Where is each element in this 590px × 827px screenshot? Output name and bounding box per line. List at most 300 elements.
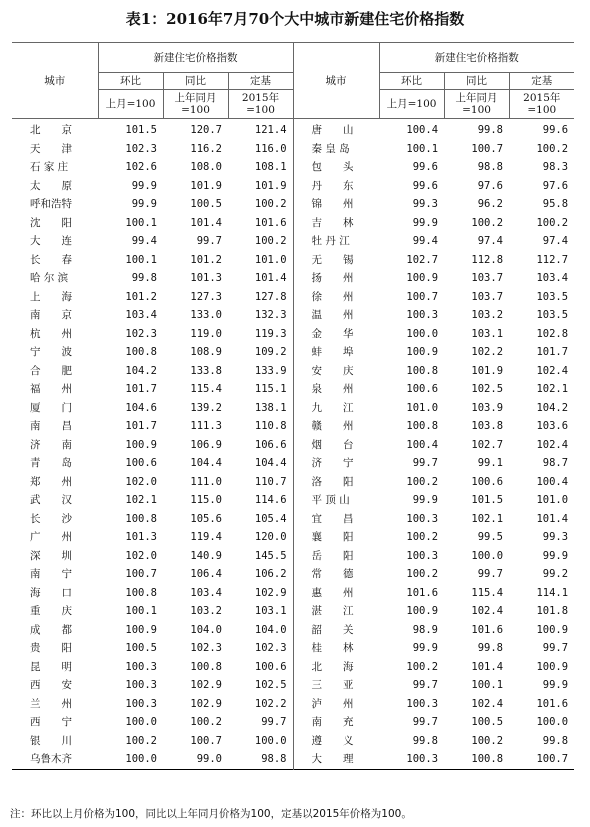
table-row bbox=[12, 325, 574, 344]
left-fixed-cell: 103.1 bbox=[254, 605, 287, 617]
right-mom-cell: 100.9 bbox=[406, 605, 439, 617]
table-row bbox=[12, 695, 574, 714]
table-row bbox=[12, 473, 574, 492]
left-mom-cell: 100.7 bbox=[125, 568, 157, 580]
right-yoy-cell: 100.7 bbox=[471, 142, 504, 155]
left-city-cell: 沈 阳 bbox=[30, 216, 72, 229]
right-yoy-cell: 100.2 bbox=[471, 216, 504, 229]
table-row bbox=[12, 436, 574, 455]
left-mom-cell: 101.2 bbox=[125, 290, 157, 303]
fixed-header-left: 定基 bbox=[228, 73, 293, 90]
right-yoy-cell: 98.8 bbox=[477, 161, 504, 173]
right-mom-cell: 100.9 bbox=[406, 346, 439, 358]
left-fixed-cell: 110.7 bbox=[254, 475, 287, 488]
right-city-cell: 岳 阳 bbox=[293, 547, 379, 566]
index-group-header-right: 新建住宅价格指数 bbox=[379, 43, 574, 73]
left-yoy-cell: 100.2 bbox=[190, 716, 222, 728]
left-mom-cell: 100.1 bbox=[125, 605, 157, 617]
left-city-cell: 呼和浩特 bbox=[30, 198, 72, 210]
right-fixed-cell: 100.7 bbox=[536, 753, 569, 765]
left-city-cell: 石 家 庄 bbox=[30, 161, 69, 173]
right-mom-cell: 99.9 bbox=[412, 494, 439, 506]
right-fixed-cell: 101.0 bbox=[536, 494, 569, 506]
right-fixed-cell: 99.2 bbox=[542, 568, 569, 580]
right-city-cell: 三 亚 bbox=[293, 676, 379, 695]
city-header-left: 城市 bbox=[12, 43, 98, 119]
left-fixed-cell: 106.2 bbox=[254, 568, 287, 580]
right-mom-cell: 99.4 bbox=[412, 235, 439, 247]
left-yoy-cell: 111.3 bbox=[190, 420, 222, 432]
right-mom-cell: 102.7 bbox=[406, 253, 439, 266]
right-fixed-cell: 103.5 bbox=[536, 290, 569, 303]
table-row bbox=[12, 584, 574, 603]
left-fixed-cell: 106.6 bbox=[254, 438, 287, 451]
yoy-base-right: 上年同月=100 bbox=[444, 90, 509, 119]
right-fixed-cell: 104.2 bbox=[536, 401, 569, 414]
table-row bbox=[12, 158, 574, 177]
left-city-cell: 青 岛 bbox=[30, 457, 72, 469]
left-mom-cell: 100.9 bbox=[125, 438, 157, 451]
left-mom-cell: 102.0 bbox=[125, 549, 157, 562]
right-yoy-cell: 102.4 bbox=[471, 697, 504, 710]
right-city-cell: 丹 东 bbox=[293, 177, 379, 196]
left-city-cell: 南 京 bbox=[30, 309, 72, 321]
left-yoy-cell: 100.8 bbox=[190, 660, 222, 673]
table-row bbox=[12, 343, 574, 362]
left-mom-cell: 104.2 bbox=[125, 364, 157, 377]
left-fixed-cell: 100.6 bbox=[254, 660, 287, 673]
left-mom-cell: 99.4 bbox=[131, 235, 157, 247]
right-mom-cell: 100.6 bbox=[406, 383, 439, 395]
left-city-cell: 贵 阳 bbox=[30, 642, 72, 654]
table-row bbox=[12, 491, 574, 510]
right-fixed-cell: 95.8 bbox=[542, 198, 569, 210]
left-yoy-cell: 108.0 bbox=[190, 161, 222, 173]
right-city-cell: 北 海 bbox=[293, 658, 379, 677]
right-fixed-cell: 114.1 bbox=[536, 586, 569, 599]
right-yoy-cell: 99.8 bbox=[477, 124, 504, 136]
yoy-base-left: 上年同月=100 bbox=[163, 90, 228, 119]
right-yoy-cell: 103.2 bbox=[471, 309, 504, 321]
right-mom-cell: 100.2 bbox=[406, 660, 439, 673]
right-yoy-cell: 102.7 bbox=[471, 438, 504, 451]
left-fixed-cell: 104.0 bbox=[254, 623, 287, 636]
right-fixed-cell: 101.4 bbox=[536, 512, 569, 525]
left-yoy-cell: 133.0 bbox=[190, 309, 222, 321]
right-yoy-cell: 100.6 bbox=[471, 475, 504, 488]
table-row bbox=[12, 177, 574, 196]
right-city-cell: 赣 州 bbox=[293, 417, 379, 436]
right-city-cell: 泸 州 bbox=[293, 695, 379, 714]
left-fixed-cell: 108.1 bbox=[254, 161, 287, 173]
right-city-cell: 安 庆 bbox=[293, 362, 379, 381]
left-fixed-cell: 101.0 bbox=[254, 253, 287, 266]
left-yoy-cell: 101.2 bbox=[190, 253, 222, 266]
left-mom-cell: 102.1 bbox=[125, 494, 157, 506]
right-city-cell: 无 锡 bbox=[293, 251, 379, 270]
right-yoy-cell: 101.4 bbox=[471, 660, 504, 673]
left-yoy-cell: 139.2 bbox=[190, 401, 222, 414]
footnote: 注：环比以上月价格为100，同比以上年同月价格为100，定基以2015年价格为100。 bbox=[10, 808, 412, 820]
right-yoy-cell: 100.1 bbox=[471, 679, 504, 691]
right-mom-cell: 100.8 bbox=[406, 364, 439, 377]
right-mom-cell: 100.2 bbox=[406, 531, 439, 543]
right-yoy-cell: 96.2 bbox=[477, 198, 504, 210]
left-city-cell: 郑 州 bbox=[30, 475, 72, 488]
right-yoy-cell: 102.5 bbox=[471, 383, 504, 395]
right-city-cell: 唐 山 bbox=[293, 119, 379, 140]
right-yoy-cell: 100.0 bbox=[471, 549, 504, 562]
right-fixed-cell: 102.4 bbox=[536, 364, 569, 377]
right-mom-cell: 99.6 bbox=[412, 179, 439, 192]
right-fixed-cell: 99.7 bbox=[542, 642, 569, 654]
left-mom-cell: 100.6 bbox=[125, 457, 157, 469]
left-yoy-cell: 127.3 bbox=[190, 290, 222, 303]
right-city-cell: 遵 义 bbox=[293, 732, 379, 751]
left-fixed-cell: 138.1 bbox=[254, 401, 287, 414]
left-yoy-cell: 104.0 bbox=[190, 623, 222, 636]
right-fixed-cell: 99.8 bbox=[542, 734, 569, 747]
right-yoy-cell: 97.4 bbox=[477, 235, 504, 247]
right-fixed-cell: 99.3 bbox=[542, 531, 569, 543]
left-yoy-cell: 120.7 bbox=[190, 124, 222, 136]
left-city-cell: 长 春 bbox=[30, 253, 72, 266]
right-fixed-cell: 100.0 bbox=[536, 716, 569, 728]
table-row bbox=[12, 119, 574, 140]
left-fixed-cell: 98.8 bbox=[261, 753, 287, 765]
right-yoy-cell: 103.7 bbox=[471, 290, 504, 303]
right-yoy-cell: 99.5 bbox=[477, 531, 504, 543]
right-mom-cell: 99.7 bbox=[412, 457, 439, 469]
fixed-base-left: 2015年=100 bbox=[228, 90, 293, 119]
right-mom-cell: 100.3 bbox=[406, 753, 439, 765]
left-yoy-cell: 115.4 bbox=[190, 383, 222, 395]
left-city-cell: 乌鲁木齐 bbox=[30, 753, 72, 765]
left-mom-cell: 101.5 bbox=[125, 124, 157, 136]
left-yoy-cell: 102.3 bbox=[190, 642, 222, 654]
right-city-cell: 大 理 bbox=[293, 750, 379, 769]
right-city-cell: 韶 关 bbox=[293, 621, 379, 640]
left-fixed-cell: 115.1 bbox=[254, 383, 287, 395]
right-mom-cell: 99.7 bbox=[412, 679, 439, 691]
right-yoy-cell: 102.1 bbox=[471, 512, 504, 525]
left-fixed-cell: 145.5 bbox=[254, 549, 287, 562]
left-fixed-cell: 121.4 bbox=[254, 124, 287, 136]
left-mom-cell: 101.7 bbox=[125, 420, 157, 432]
right-city-cell: 温 州 bbox=[293, 306, 379, 325]
table-row bbox=[12, 417, 574, 436]
right-fixed-cell: 98.7 bbox=[542, 457, 569, 469]
left-yoy-cell: 119.0 bbox=[190, 327, 222, 340]
left-city-cell: 北 京 bbox=[30, 124, 72, 136]
right-city-cell: 牡 丹 江 bbox=[293, 232, 379, 251]
right-mom-cell: 99.9 bbox=[412, 216, 439, 229]
left-fixed-cell: 101.4 bbox=[254, 272, 287, 284]
right-mom-cell: 100.0 bbox=[406, 327, 439, 340]
right-city-cell: 常 德 bbox=[293, 565, 379, 584]
left-fixed-cell: 99.7 bbox=[261, 716, 287, 728]
left-city-cell: 宁 波 bbox=[30, 346, 72, 358]
left-yoy-cell: 111.0 bbox=[190, 475, 222, 488]
right-city-cell: 惠 州 bbox=[293, 584, 379, 603]
table-row bbox=[12, 195, 574, 214]
table-title: 表1：2016年7月70个大中城市新建住宅价格指数 bbox=[125, 10, 465, 28]
right-fixed-cell: 102.4 bbox=[536, 438, 569, 451]
right-mom-cell: 99.9 bbox=[412, 642, 439, 654]
table-row bbox=[12, 288, 574, 307]
left-mom-cell: 99.9 bbox=[131, 179, 157, 192]
left-city-cell: 成 都 bbox=[30, 623, 72, 636]
table-row bbox=[12, 306, 574, 325]
right-yoy-cell: 99.7 bbox=[477, 568, 504, 580]
table-row bbox=[12, 510, 574, 529]
right-fixed-cell: 101.8 bbox=[536, 605, 569, 617]
left-mom-cell: 99.9 bbox=[131, 198, 157, 210]
right-fixed-cell: 102.1 bbox=[536, 383, 569, 395]
mom-header-right: 环比 bbox=[379, 73, 444, 90]
left-mom-cell: 102.0 bbox=[125, 475, 157, 488]
left-mom-cell: 102.3 bbox=[125, 142, 157, 155]
left-yoy-cell: 99.7 bbox=[196, 235, 222, 247]
left-fixed-cell: 102.5 bbox=[254, 679, 287, 691]
left-city-cell: 太 原 bbox=[30, 179, 72, 192]
left-mom-cell: 100.3 bbox=[125, 697, 157, 710]
left-fixed-cell: 100.2 bbox=[254, 235, 287, 247]
left-fixed-cell: 105.4 bbox=[254, 512, 287, 525]
right-yoy-cell: 102.2 bbox=[471, 346, 504, 358]
right-yoy-cell: 112.8 bbox=[471, 253, 504, 266]
price-index-table bbox=[12, 42, 574, 770]
left-fixed-cell: 104.4 bbox=[254, 457, 287, 469]
table-row bbox=[12, 565, 574, 584]
left-mom-cell: 104.6 bbox=[125, 401, 157, 414]
mom-header-left: 环比 bbox=[98, 73, 163, 90]
right-yoy-cell: 101.9 bbox=[471, 364, 504, 377]
right-city-cell: 济 宁 bbox=[293, 454, 379, 473]
left-fixed-cell: 127.8 bbox=[254, 290, 287, 303]
right-fixed-cell: 100.9 bbox=[536, 660, 569, 673]
left-fixed-cell: 102.2 bbox=[254, 697, 287, 710]
table-row bbox=[12, 232, 574, 251]
right-mom-cell: 100.9 bbox=[406, 272, 439, 284]
right-city-cell: 宜 昌 bbox=[293, 510, 379, 529]
yoy-header-left: 同比 bbox=[163, 73, 228, 90]
left-city-cell: 海 口 bbox=[30, 586, 72, 599]
right-yoy-cell: 103.9 bbox=[471, 401, 504, 414]
table-row bbox=[12, 380, 574, 399]
right-fixed-cell: 103.5 bbox=[536, 309, 569, 321]
right-mom-cell: 100.3 bbox=[406, 697, 439, 710]
right-city-cell: 平 顶 山 bbox=[293, 491, 379, 510]
left-city-cell: 昆 明 bbox=[30, 660, 72, 673]
left-city-cell: 兰 州 bbox=[30, 697, 72, 710]
left-city-cell: 深 圳 bbox=[30, 549, 72, 562]
right-city-cell: 洛 阳 bbox=[293, 473, 379, 492]
left-fixed-cell: 100.0 bbox=[254, 734, 287, 747]
table-row bbox=[12, 547, 574, 566]
mom-base-right: 上月=100 bbox=[379, 90, 444, 119]
right-fixed-cell: 103.6 bbox=[536, 420, 569, 432]
right-fixed-cell: 97.6 bbox=[542, 179, 569, 192]
left-mom-cell: 99.8 bbox=[131, 272, 157, 284]
left-city-cell: 上 海 bbox=[30, 290, 72, 303]
index-group-header-left: 新建住宅价格指数 bbox=[98, 43, 293, 73]
left-yoy-cell: 104.4 bbox=[190, 457, 222, 469]
left-city-cell: 南 宁 bbox=[30, 568, 72, 580]
left-city-cell: 杭 州 bbox=[30, 327, 72, 340]
left-fixed-cell: 109.2 bbox=[254, 346, 287, 358]
left-yoy-cell: 100.7 bbox=[190, 734, 222, 747]
right-city-cell: 扬 州 bbox=[293, 269, 379, 288]
left-city-cell: 福 州 bbox=[30, 383, 72, 395]
right-mom-cell: 100.1 bbox=[406, 142, 439, 155]
left-mom-cell: 100.1 bbox=[125, 216, 157, 229]
right-fixed-cell: 112.7 bbox=[536, 253, 569, 266]
right-yoy-cell: 103.8 bbox=[471, 420, 504, 432]
left-city-cell: 武 汉 bbox=[30, 494, 72, 506]
left-city-cell: 大 连 bbox=[30, 235, 72, 247]
right-city-cell: 蚌 埠 bbox=[293, 343, 379, 362]
right-fixed-cell: 101.7 bbox=[536, 346, 569, 358]
right-city-cell: 包 头 bbox=[293, 158, 379, 177]
right-fixed-cell: 98.3 bbox=[542, 161, 569, 173]
left-yoy-cell: 106.4 bbox=[190, 568, 222, 580]
right-fixed-cell: 97.4 bbox=[542, 235, 569, 247]
left-city-cell: 西 宁 bbox=[30, 716, 72, 728]
left-city-cell: 长 沙 bbox=[30, 512, 72, 525]
right-city-cell: 南 充 bbox=[293, 713, 379, 732]
left-yoy-cell: 140.9 bbox=[190, 549, 222, 562]
right-fixed-cell: 99.6 bbox=[542, 124, 569, 136]
table-body bbox=[12, 119, 574, 770]
right-yoy-cell: 100.5 bbox=[471, 716, 504, 728]
right-fixed-cell: 99.9 bbox=[542, 679, 569, 691]
right-fixed-cell: 99.9 bbox=[542, 549, 569, 562]
right-mom-cell: 100.2 bbox=[406, 568, 439, 580]
left-fixed-cell: 119.3 bbox=[254, 327, 287, 340]
left-mom-cell: 100.8 bbox=[125, 586, 157, 599]
right-mom-cell: 101.0 bbox=[406, 401, 439, 414]
left-fixed-cell: 120.0 bbox=[254, 531, 287, 543]
right-yoy-cell: 103.7 bbox=[471, 272, 504, 284]
left-mom-cell: 100.3 bbox=[125, 679, 157, 691]
left-mom-cell: 100.9 bbox=[125, 623, 157, 636]
right-city-cell: 锦 州 bbox=[293, 195, 379, 214]
left-city-cell: 哈 尔 滨 bbox=[30, 272, 69, 284]
left-mom-cell: 100.5 bbox=[125, 642, 157, 654]
right-fixed-cell: 103.4 bbox=[536, 272, 569, 284]
left-mom-cell: 100.0 bbox=[125, 753, 157, 765]
right-mom-cell: 100.4 bbox=[406, 124, 439, 136]
right-city-cell: 泉 州 bbox=[293, 380, 379, 399]
right-city-cell: 金 华 bbox=[293, 325, 379, 344]
left-yoy-cell: 103.2 bbox=[190, 605, 222, 617]
table-row bbox=[12, 621, 574, 640]
table-row bbox=[12, 713, 574, 732]
left-city-cell: 重 庆 bbox=[30, 605, 72, 617]
right-city-cell: 襄 阳 bbox=[293, 528, 379, 547]
right-mom-cell: 99.6 bbox=[412, 161, 439, 173]
left-yoy-cell: 115.0 bbox=[190, 494, 222, 506]
left-fixed-cell: 116.0 bbox=[254, 142, 287, 155]
right-yoy-cell: 100.8 bbox=[471, 753, 504, 765]
left-city-cell: 南 昌 bbox=[30, 420, 72, 432]
right-city-cell: 吉 林 bbox=[293, 214, 379, 233]
left-mom-cell: 100.3 bbox=[125, 660, 157, 673]
left-yoy-cell: 106.9 bbox=[190, 438, 222, 451]
left-mom-cell: 100.8 bbox=[125, 512, 157, 525]
left-yoy-cell: 101.9 bbox=[190, 179, 222, 192]
left-fixed-cell: 102.9 bbox=[254, 586, 287, 599]
left-city-cell: 济 南 bbox=[30, 438, 72, 451]
left-mom-cell: 102.6 bbox=[125, 161, 157, 173]
left-yoy-cell: 105.6 bbox=[190, 512, 222, 525]
right-city-cell: 九 江 bbox=[293, 399, 379, 418]
right-mom-cell: 99.3 bbox=[412, 198, 439, 210]
left-fixed-cell: 110.8 bbox=[254, 420, 287, 432]
left-yoy-cell: 101.3 bbox=[190, 272, 222, 284]
right-city-cell: 秦 皇 岛 bbox=[293, 140, 379, 159]
table-row bbox=[12, 214, 574, 233]
table-row bbox=[12, 454, 574, 473]
left-fixed-cell: 101.9 bbox=[254, 179, 287, 192]
left-mom-cell: 101.3 bbox=[125, 531, 157, 543]
right-mom-cell: 100.3 bbox=[406, 549, 439, 562]
left-fixed-cell: 114.6 bbox=[254, 494, 287, 506]
right-mom-cell: 100.3 bbox=[406, 512, 439, 525]
left-fixed-cell: 101.6 bbox=[254, 216, 287, 229]
table-row bbox=[12, 639, 574, 658]
table-row bbox=[12, 140, 574, 159]
table-row bbox=[12, 399, 574, 418]
left-yoy-cell: 133.8 bbox=[190, 364, 222, 377]
left-yoy-cell: 100.5 bbox=[190, 198, 222, 210]
left-city-cell: 广 州 bbox=[30, 531, 72, 543]
right-fixed-cell: 100.9 bbox=[536, 623, 569, 636]
left-mom-cell: 103.4 bbox=[125, 309, 157, 321]
right-mom-cell: 100.8 bbox=[406, 420, 439, 432]
left-yoy-cell: 102.9 bbox=[190, 679, 222, 691]
right-city-cell: 湛 江 bbox=[293, 602, 379, 621]
right-yoy-cell: 102.4 bbox=[471, 605, 504, 617]
right-city-cell: 徐 州 bbox=[293, 288, 379, 307]
table-row bbox=[12, 732, 574, 751]
right-yoy-cell: 115.4 bbox=[471, 586, 504, 599]
left-yoy-cell: 103.4 bbox=[190, 586, 222, 599]
left-yoy-cell: 99.0 bbox=[196, 753, 222, 765]
yoy-header-right: 同比 bbox=[444, 73, 509, 90]
right-mom-cell: 100.2 bbox=[406, 475, 439, 488]
left-fixed-cell: 100.2 bbox=[254, 198, 287, 210]
left-mom-cell: 100.2 bbox=[125, 734, 157, 747]
right-fixed-cell: 100.2 bbox=[536, 142, 569, 155]
right-mom-cell: 99.8 bbox=[412, 734, 439, 747]
right-fixed-cell: 100.4 bbox=[536, 475, 569, 488]
right-mom-cell: 100.7 bbox=[406, 290, 439, 303]
left-fixed-cell: 102.3 bbox=[254, 642, 287, 654]
table-row bbox=[12, 602, 574, 621]
right-yoy-cell: 101.6 bbox=[471, 623, 504, 636]
right-fixed-cell: 101.6 bbox=[536, 697, 569, 710]
right-yoy-cell: 103.1 bbox=[471, 327, 504, 340]
left-city-cell: 西 安 bbox=[30, 679, 72, 691]
left-city-cell: 天 津 bbox=[30, 142, 72, 155]
table-row bbox=[12, 676, 574, 695]
left-yoy-cell: 102.9 bbox=[190, 697, 222, 710]
left-fixed-cell: 132.3 bbox=[254, 309, 287, 321]
right-yoy-cell: 99.1 bbox=[477, 457, 504, 469]
right-mom-cell: 100.4 bbox=[406, 438, 439, 451]
